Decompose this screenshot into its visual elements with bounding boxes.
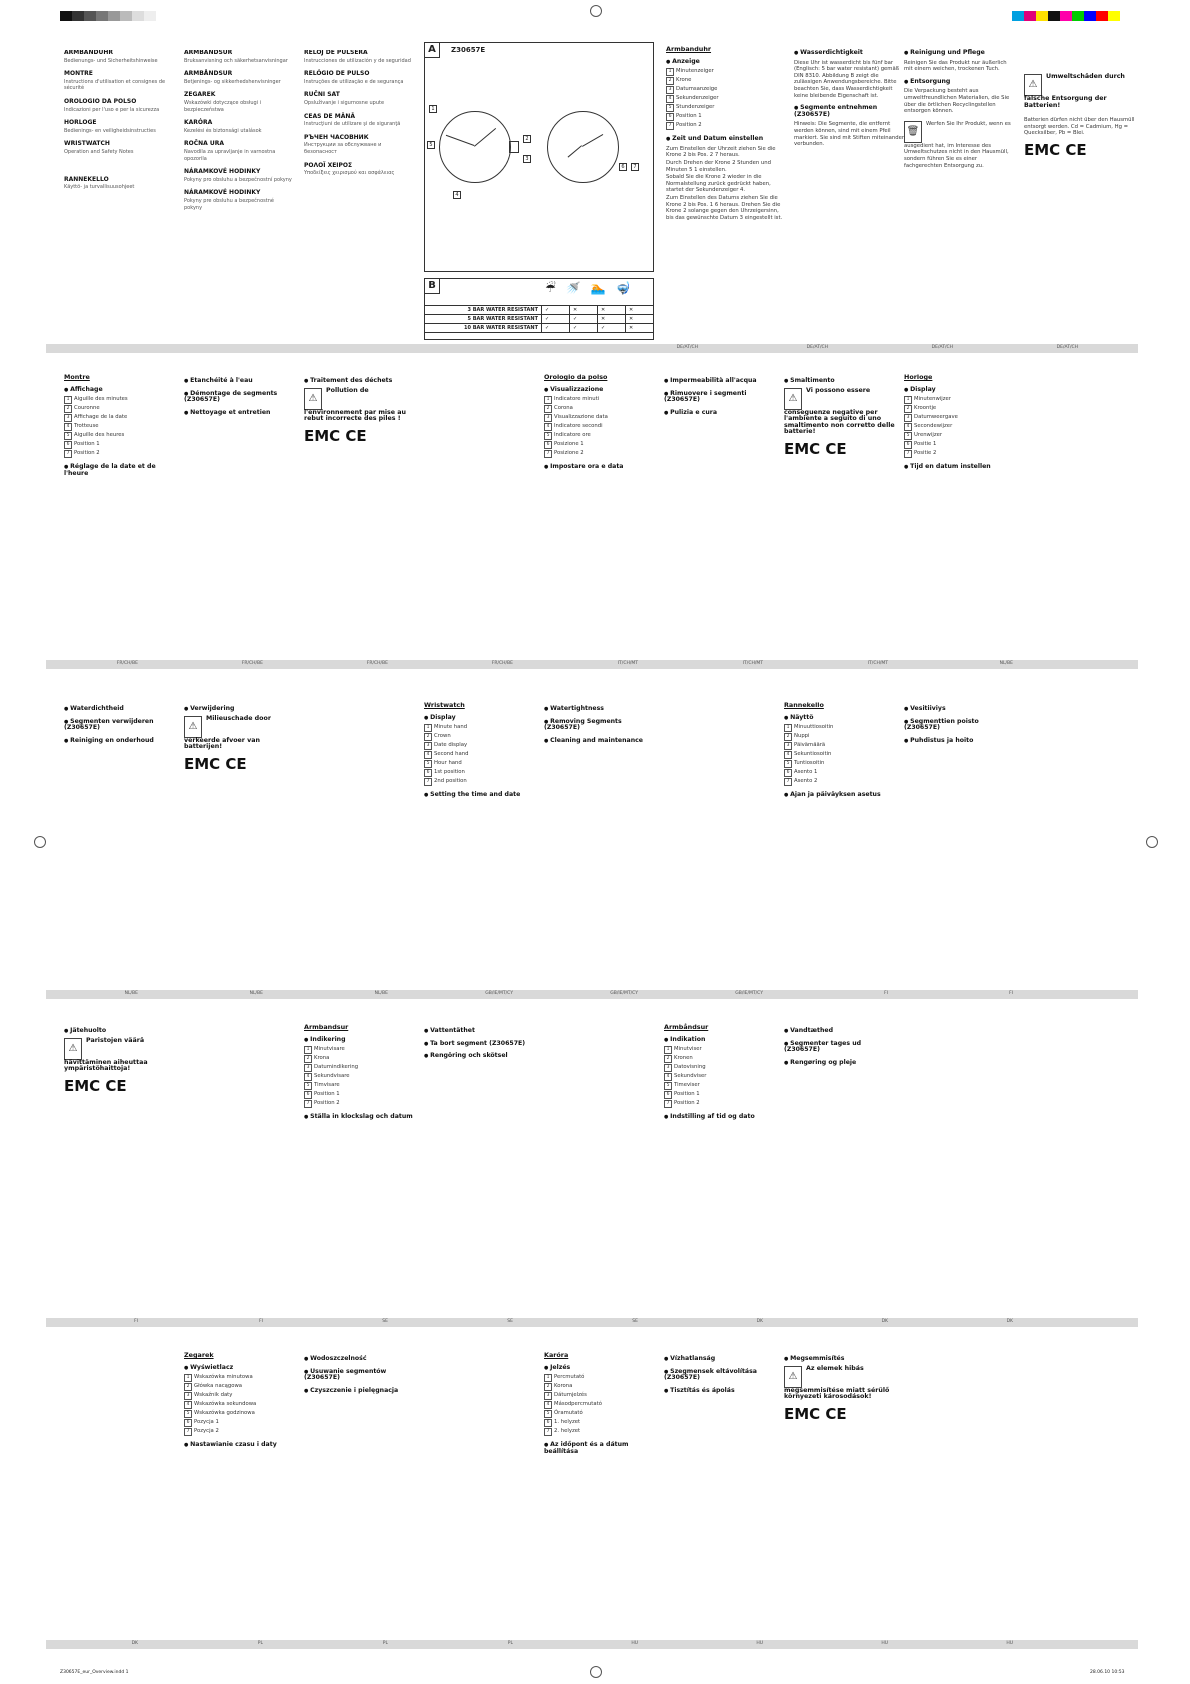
section-title: Wristwatch <box>424 701 465 709</box>
color-bar <box>1012 6 1120 16</box>
lang-title: KARÓRA <box>184 119 213 127</box>
page-band: FI FI SE SE SE DK DK DK <box>46 1318 1138 1327</box>
battery-warning-icon: ⚠ <box>184 716 202 738</box>
list-item: 7 Pozycja 2 <box>184 1428 296 1436</box>
list-item: 5 Óramutató <box>544 1410 656 1418</box>
section-heading: ● Display <box>904 387 1016 394</box>
section-heading: ● Démontage de segments (Z30657E) <box>184 391 296 404</box>
section-heading: ● Verwijdering <box>184 706 296 713</box>
list-item: 7 Position 2 <box>664 1100 776 1108</box>
section-heading: ● Ajan ja päiväyksen asetus <box>784 792 896 799</box>
lang-title: ZEGAREK <box>184 91 216 99</box>
lang-title: ARMBÅNDSUR <box>184 70 233 78</box>
table-cell: 10 BAR WATER RESISTANT <box>425 324 542 333</box>
list-item: 5 Tuntiosoitin <box>784 760 896 768</box>
table-cell: ✓ <box>542 315 570 324</box>
list-item: 2 Główka nacągowa <box>184 1383 296 1391</box>
list-item: 4 Wskazówka sekundowa <box>184 1401 296 1409</box>
lang-sub: Instrucciones de utilización y de seguridad <box>304 57 411 64</box>
section-heading: ● Segmenttien poisto (Z30657E) <box>904 719 1016 732</box>
table-cell: ✕ <box>626 315 654 324</box>
table-row <box>425 306 654 315</box>
lang-sub: Instructions d'utilisation et consignes de sécurité <box>64 78 166 92</box>
lang-title: RELÓGIO DE PULSO <box>304 70 370 78</box>
list-item: 3 Datumweergave <box>904 414 1016 422</box>
registration-mark-left <box>34 836 46 848</box>
section-title: Montre <box>64 373 90 381</box>
watch-face-a <box>439 111 511 183</box>
table-cell: ✓ <box>598 324 626 333</box>
nl-column <box>64 700 176 980</box>
lang-title: RANNEKELLO <box>64 175 109 183</box>
list-item: 2 Crown <box>424 733 536 741</box>
emc-ce-mark: EMC CE <box>784 439 847 458</box>
list-item: 1 Minute hand <box>424 724 536 732</box>
section-heading: ● Segmenten verwijderen (Z30657E) <box>64 719 176 732</box>
table-cell: 5 BAR WATER RESISTANT <box>425 315 542 324</box>
lang-title: ROČNA URA <box>184 140 225 148</box>
list-item: 7 Positie 2 <box>904 450 1016 458</box>
da-column <box>784 1022 896 1308</box>
warning: Milieuschade door verkeerde afvoer van batterijen! <box>184 714 271 751</box>
list-item: 2 Corona <box>544 405 656 413</box>
emc-ce-mark: EMC CE <box>784 1404 847 1423</box>
watch-face-b <box>547 111 619 183</box>
list-item: 6 Position 1 <box>666 113 786 121</box>
list-item: 1 Indicatore minuti <box>544 396 656 404</box>
section-heading: ● Zeit und Datum einstellen <box>666 136 786 143</box>
de-column-2 <box>794 44 906 334</box>
list-item: 5 Timvisare <box>304 1082 416 1090</box>
list-item: 7 Posizione 2 <box>544 450 656 458</box>
language-list-2 <box>184 50 292 330</box>
fi-column <box>64 1022 176 1308</box>
list-item: 2 Nuppi <box>784 733 896 741</box>
section-heading: ● Nastawianie czasu i daty <box>184 1442 296 1449</box>
note: Hinweis: Die Segmente, die entfernt werden können, sind mit einem Pfeil markiert. Sie sind mit Stiften miteinander verbunden. <box>794 121 905 148</box>
section-heading: ● Vandtæthed <box>784 1028 896 1035</box>
emc-ce-mark: EMC CE <box>1024 140 1087 159</box>
section-heading: ● Etanchéité à l'eau <box>184 378 296 385</box>
section-title: Armbandsur <box>304 1023 349 1031</box>
lang-sub: Käyttö- ja turvallisuusohjeet <box>64 184 135 191</box>
section-heading: ● Az időpont és a dátum beállítása <box>544 1442 656 1455</box>
section-heading: ● Wodoszczelność <box>304 1356 416 1363</box>
pl-column <box>184 1350 296 1630</box>
list-item: 3 Datovisning <box>664 1064 776 1072</box>
lang-sub: Operation and Safety Notes <box>64 148 134 155</box>
registration-mark-right <box>1146 836 1158 848</box>
lang-title: ARMBANDSUR <box>184 50 233 56</box>
section-heading: ● Rengøring og pleje <box>784 1060 896 1067</box>
it-column <box>544 372 656 650</box>
nl-column <box>184 700 296 980</box>
paragraph: Reinigen Sie das Produkt nur äußerlich mit einem weichen, trockenen Tuch. <box>904 59 1007 73</box>
nl-column <box>904 372 1016 650</box>
table-cell: ✓ <box>542 324 570 333</box>
table-cell: ✕ <box>598 306 626 315</box>
en-column <box>544 700 656 980</box>
emc-ce-mark: EMC CE <box>184 754 247 773</box>
list-item: 1 Aiguille des minutes <box>64 396 176 404</box>
footer-right: 28.06.10 10:53 <box>1090 1670 1125 1675</box>
list-item: 4 Sekundenzeiger <box>666 95 786 103</box>
table-cell: 3 BAR WATER RESISTANT <box>425 306 542 315</box>
section-title: Armbåndsur <box>664 1023 709 1031</box>
section-heading: ● Indikation <box>664 1037 776 1044</box>
list-item: Zum Einstellen der Uhrzeit ziehen Sie die Krone 2 bis Pos. 2 7 heraus. <box>666 145 776 159</box>
de-column-1 <box>666 44 786 334</box>
list-item: 5 Timeviser <box>664 1082 776 1090</box>
lang-sub: Wskazówki dotyczące obsługi i bezpieczeństwa <box>184 99 262 113</box>
list-item: 4 Sekundviser <box>664 1073 776 1081</box>
callout: 1 <box>429 105 437 113</box>
lang-sub: Инструкции за обслужване и безопасност <box>304 142 382 155</box>
hu-column <box>544 1350 656 1630</box>
list-item: 7 Position 2 <box>666 122 786 130</box>
section-heading: ● Impostare ora e data <box>544 464 656 471</box>
list-item: 4 Second hand <box>424 751 536 759</box>
battery-warning-icon: ⚠ <box>784 1366 802 1388</box>
fi-column <box>904 700 1016 980</box>
emc-ce-mark: EMC CE <box>64 1076 127 1095</box>
table-cell: ✕ <box>626 306 654 315</box>
battery-warning-icon: ⚠ <box>304 388 322 410</box>
language-list-1 <box>64 50 172 300</box>
da-column <box>664 1022 776 1308</box>
lang-sub: Pokyny pro obsluhu a bezpečnostní pokyny <box>184 176 292 183</box>
section-heading: ● Impermeabilità all'acqua <box>664 378 776 385</box>
section-heading: ● Ställa in klockslag och datum <box>304 1114 416 1121</box>
lang-title: NÁRAMKOVÉ HODINKY <box>184 168 261 176</box>
lang-sub: Bedienings- en veiligheidsinstructies <box>64 127 156 134</box>
list-item: 7 2. helyzet <box>544 1428 656 1436</box>
section-title: Zegarek <box>184 1351 214 1359</box>
fi-column <box>784 700 896 980</box>
watch-crown <box>509 141 519 153</box>
list-item: 5 Hour hand <box>424 760 536 768</box>
list-item: 5 Urenwijzer <box>904 432 1016 440</box>
section-heading: ● Smaltimento <box>784 378 896 385</box>
lang-sub: Kezelési és biztonsági utalások <box>184 127 262 134</box>
callout: 7 <box>631 163 639 171</box>
section-heading: ● Indikering <box>304 1037 416 1044</box>
battery-warning-icon: ⚠ <box>1024 74 1042 96</box>
list-item: 5 Wskazówka godzinowa <box>184 1410 296 1418</box>
section-heading: ● Puhdistus ja hoito <box>904 738 1016 745</box>
list-item: 7 2nd position <box>424 778 536 786</box>
table-cell: ✕ <box>570 306 598 315</box>
list-item: 2 Korona <box>544 1383 656 1391</box>
section-heading: ● Watertightness <box>544 706 656 713</box>
panel-a-label: A <box>425 43 440 58</box>
fr-column <box>184 372 296 650</box>
list-item: 7 Asento 2 <box>784 778 896 786</box>
section-heading: ● Setting the time and date <box>424 792 536 799</box>
list-item: 5 Aiguille des heures <box>64 432 176 440</box>
list-item: 4 Indicatore secondi <box>544 423 656 431</box>
lang-sub: Bedienungs- und Sicherheitshinweise <box>64 57 158 64</box>
battery-warning-icon: ⚠ <box>64 1038 82 1060</box>
section-heading: ● Cleaning and maintenance <box>544 738 656 745</box>
paragraph: Batterien dürfen nicht über den Hausmüll entsorgt werden. Cd = Cadmium, Hg = Quecksilber, Pb = Blei. <box>1024 117 1135 137</box>
section-heading: ● Reinigung und Pflege <box>904 50 1016 57</box>
lang-sub: Navodila za upravljanje in varnostna opozorila <box>184 148 276 162</box>
section-heading: ● Removing Segments (Z30657E) <box>544 719 656 732</box>
hu-column <box>784 1350 896 1630</box>
it-column <box>784 372 896 650</box>
list-item: 1 Minutvisare <box>304 1046 416 1054</box>
page-band: NL/BE NL/BE NL/BE GB/IE/MT/CY GB/IE/MT/CY GB/IE/MT/CY FI FI <box>46 990 1138 999</box>
lang-title: ΡΟΛΟΪ ΧΕΙΡΟΣ <box>304 161 353 169</box>
section-heading: ● Szegmensek eltávolítása (Z30657E) <box>664 1369 776 1382</box>
lang-title: RELOJ DE PULSERA <box>304 50 368 56</box>
section-heading: ● Segmente entnehmen (Z30657E) <box>794 105 906 118</box>
section-heading: ● Traitement des déchets <box>304 378 416 385</box>
section-heading: ● Waterdichtheid <box>64 706 176 713</box>
lang-title: MONTRE <box>64 70 93 78</box>
section-heading: ● Wasserdichtigkeit <box>794 50 906 57</box>
battery-warning <box>784 388 896 436</box>
section-heading: ● Entsorgung <box>904 79 1016 86</box>
section-heading: ● Ta bort segment (Z30657E) <box>424 1041 536 1048</box>
table-row <box>425 315 654 324</box>
list-item: 3 Visualizzazione data <box>544 414 656 422</box>
model-number: Z30657E <box>451 46 486 54</box>
list-item: 3 Date display <box>424 742 536 750</box>
battery-warning <box>184 716 296 751</box>
section-heading: ● Usuwanie segmentów (Z30657E) <box>304 1369 416 1382</box>
de-column-4 <box>1024 44 1136 334</box>
lang-sub: Opsluživanje i sigurnosne upute <box>304 99 385 106</box>
table-cell: ✕ <box>598 315 626 324</box>
section-heading: ● Jätehuolto <box>64 1028 176 1035</box>
section-heading: ● Rengöring och skötsel <box>424 1053 536 1060</box>
paragraph: Diese Uhr ist wasserdicht bis fünf bar (Englisch: 5 bar water resistant) gemäß DIN 8310. Abbildung B zeigt die zulässigen Anwendungsbereiche. Bitte beachten Sie, dass Wasserdichtigkeit keine bleibende Eigenschaft ist. <box>794 59 900 99</box>
list-item: 4 Sekundvisare <box>304 1073 416 1081</box>
list-item: 6 Position 1 <box>64 441 176 449</box>
section-heading: ● Réglage de la date et de l'heure <box>64 464 176 477</box>
section-heading: ● Anzeige <box>666 59 786 66</box>
it-column <box>664 372 776 650</box>
de-column-3 <box>904 44 1016 334</box>
list-item: 5 Stundenzeiger <box>666 104 786 112</box>
list-item: 6 Posizione 1 <box>544 441 656 449</box>
list-item: 2 Krone <box>666 77 786 85</box>
list-item: 7 Position 2 <box>304 1100 416 1108</box>
list-item: 2 Kronen <box>664 1055 776 1063</box>
section-heading: ● Rimuovere i segmenti (Z30657E) <box>664 391 776 404</box>
list-item: 6 Pozycja 1 <box>184 1419 296 1427</box>
section-heading: ● Czyszczenie i pielęgnacja <box>304 1388 416 1395</box>
list-item: 4 Másodpercmutató <box>544 1401 656 1409</box>
language-list-3 <box>304 50 412 300</box>
list-item: 6 Asento 1 <box>784 769 896 777</box>
battery-warning <box>784 1366 896 1401</box>
crossed-bin-icon: 🗑 <box>904 121 922 143</box>
list-item: 4 Trotteuse <box>64 423 176 431</box>
list-item: 2 Kroontje <box>904 405 1016 413</box>
lang-sub: Pokyny pre obsluhu a bezpečnostné pokyny <box>184 197 274 211</box>
callout: 2 <box>523 135 531 143</box>
section-heading: ● Vattentäthet <box>424 1028 536 1035</box>
list-item: Sobald Sie die Krone 2 wieder in die Normalstellung zurück gedrückt haben, startet der Sekundenzeiger 4. <box>666 174 771 194</box>
sv-column <box>424 1022 536 1308</box>
section-heading: ● Näyttö <box>784 715 896 722</box>
list-item: 1 Wskazówka minutowa <box>184 1374 296 1382</box>
water-resistance-table <box>424 305 654 333</box>
list-item: 6 1. helyzet <box>544 1419 656 1427</box>
section-heading: ● Jelzés <box>544 1365 656 1372</box>
lang-title: HORLOGE <box>64 119 97 127</box>
section-heading: ● Tisztítás és ápolás <box>664 1388 776 1395</box>
section-title: Horloge <box>904 373 933 381</box>
lang-sub: Indicazioni per l'uso e per la sicurezza <box>64 106 160 113</box>
pl-column <box>304 1350 416 1630</box>
battery-warning <box>64 1038 176 1073</box>
list-item: 3 Affichage de la date <box>64 414 176 422</box>
lang-title: OROLOGIO DA POLSO <box>64 97 137 105</box>
section-heading: ● Display <box>424 715 536 722</box>
warning: Vi possono essere conseguenze negative per l'ambiente a seguito di uno smaltimento non corretto delle batterie! <box>784 386 895 436</box>
paragraph: Werfen Sie Ihr Produkt, wenn es ausgedient hat, im Interesse des Umweltschutzes nicht in den Hausmüll, sondern führen Sie es einer fachgerechten Entsorgung zu. <box>904 120 1011 169</box>
section-title: Armbanduhr <box>666 45 712 53</box>
section-heading: ● Megsemmisítés <box>784 1356 896 1363</box>
list-item: 3 Wskaźnik daty <box>184 1392 296 1400</box>
list-item: 1 Percmutató <box>544 1374 656 1382</box>
footer-left: Z30657E_eur_Overview.indd 1 <box>60 1670 129 1675</box>
water-pictograms: ☔🚿🏊🤿 <box>545 281 641 295</box>
list-item: 3 Dátumjelzés <box>544 1392 656 1400</box>
list-item: 1 Minutviser <box>664 1046 776 1054</box>
section-heading: ● Visualizzazione <box>544 387 656 394</box>
page-band-1: DE/AT/CH DE/AT/CH DE/AT/CH DE/AT/CH <box>46 344 1138 353</box>
lang-title: WRISTWATCH <box>64 140 110 148</box>
callout: 5 <box>427 141 435 149</box>
list-item: 3 Datumindikering <box>304 1064 416 1072</box>
warning: Umweltschäden durch falsche Entsorgung der Batterien! <box>1024 73 1125 109</box>
grayscale-bar <box>60 6 156 16</box>
list-item: 4 Sekuntiosoitin <box>784 751 896 759</box>
list-item: 4 Secondewijzer <box>904 423 1016 431</box>
list-item: 6 Position 1 <box>304 1091 416 1099</box>
warning: Pollution de l'environnement par mise au rebut incorrecte des piles ! <box>304 386 407 423</box>
page-band: FR/CH/BE FR/CH/BE FR/CH/BE FR/CH/BE IT/CH/MT IT/CH/MT IT/CH/MT NL/BE <box>46 660 1138 669</box>
battery-warning-icon: ⚠ <box>784 388 802 410</box>
callout: 3 <box>523 155 531 163</box>
lang-title: РЪЧЕН ЧАСОВНИК <box>304 133 369 141</box>
lang-title: NÁRAMKOVÉ HODINKY <box>184 189 261 197</box>
lang-sub: Instrucţiuni de utilizare şi de siguranţă <box>304 121 401 128</box>
table-cell: ✓ <box>542 306 570 315</box>
list-item: 1 Minuuttiosoitin <box>784 724 896 732</box>
table-cell: ✓ <box>570 324 598 333</box>
lang-sub: Betjenings- og sikkerhedshenvisninger <box>184 78 281 85</box>
lang-title: ARMBANDUHR <box>64 50 113 56</box>
list-item: Zum Einstellen des Datums ziehen Sie die Krone 2 bis Pos. 1 6 heraus. Drehen Sie die Krone 2 solange gegen den Uhrzeigersinn, bis das gewünschte Datum 3 eingestellt ist. <box>666 194 783 221</box>
list-item: 1 Minutenwijzer <box>904 396 1016 404</box>
panel-b-label: B <box>425 279 440 294</box>
fr-column <box>64 372 176 650</box>
warning: Paristojen väärä hävittäminen aiheuttaa ympäristöhaittoja! <box>64 1036 148 1073</box>
section-heading: ● Vízhatlanság <box>664 1356 776 1363</box>
list-item: 2 Couronne <box>64 405 176 413</box>
list-item: 3 Päivämäärä <box>784 742 896 750</box>
section-heading: ● Indstilling af tid og dato <box>664 1114 776 1121</box>
list-item: 7 Position 2 <box>64 450 176 458</box>
section-heading: ● Tijd en datum instellen <box>904 464 1016 471</box>
emc-ce-mark: EMC CE <box>304 426 367 445</box>
section-heading: ● Affichage <box>64 387 176 394</box>
list-item: 6 1st position <box>424 769 536 777</box>
battery-warning <box>304 388 416 423</box>
warning: Az elemek hibás megsemmisítése miatt sérülő környezeti károsodások! <box>784 1364 890 1401</box>
section-title: Orologio da polso <box>544 373 608 381</box>
section-heading: ● Vesitiiviys <box>904 706 1016 713</box>
list-item: 5 Indicatore ore <box>544 432 656 440</box>
table-cell: ✓ <box>570 315 598 324</box>
lang-title: CEAS DE MÂNĂ <box>304 112 356 120</box>
registration-mark-bottom <box>590 1666 602 1678</box>
section-title: Rannekello <box>784 701 824 709</box>
page-band: DK PL PL PL HU HU HU HU <box>46 1640 1138 1649</box>
section-heading: ● Pulizia e cura <box>664 410 776 417</box>
section-heading: ● Wyświetlacz <box>184 1365 296 1372</box>
section-heading: ● Reiniging en onderhoud <box>64 738 176 745</box>
table-row <box>425 324 654 333</box>
lang-title: RUČNI SAT <box>304 91 340 99</box>
callout: 4 <box>453 191 461 199</box>
list-item: Durch Drehen der Krone 2 Stunden und Minuten 5 1 einstellen. <box>666 159 772 173</box>
paragraph: Die Verpackung besteht aus umweltfreundlichen Materialien, die Sie über die örtlichen Recyclingstellen entsorgen können. <box>904 88 1010 115</box>
hu-column <box>664 1350 776 1630</box>
list-item: 1 Minutenzeiger <box>666 68 786 76</box>
lang-sub: Instruções de utilização e de segurança <box>304 78 404 85</box>
list-item: 3 Datumsanzeige <box>666 86 786 94</box>
section-heading: ● Segmenter tages ud (Z30657E) <box>784 1041 896 1054</box>
list-item: 6 Position 1 <box>664 1091 776 1099</box>
en-column <box>424 700 536 980</box>
table-cell: ✕ <box>626 324 654 333</box>
registration-mark-top <box>590 5 602 17</box>
fr-column <box>304 372 416 650</box>
list-item: 6 Positie 1 <box>904 441 1016 449</box>
section-heading: ● Nettoyage et entretien <box>184 410 296 417</box>
sv-column <box>304 1022 416 1308</box>
lang-sub: Bruksanvisning och säkerhetsanvisningar <box>184 57 288 64</box>
section-title: Karóra <box>544 1351 569 1359</box>
lang-sub: Υποδείξεις χειρισμού και ασφάλειας <box>304 170 395 177</box>
callout: 6 <box>619 163 627 171</box>
illustration-a-frame <box>424 42 654 272</box>
list-item: 2 Krona <box>304 1055 416 1063</box>
